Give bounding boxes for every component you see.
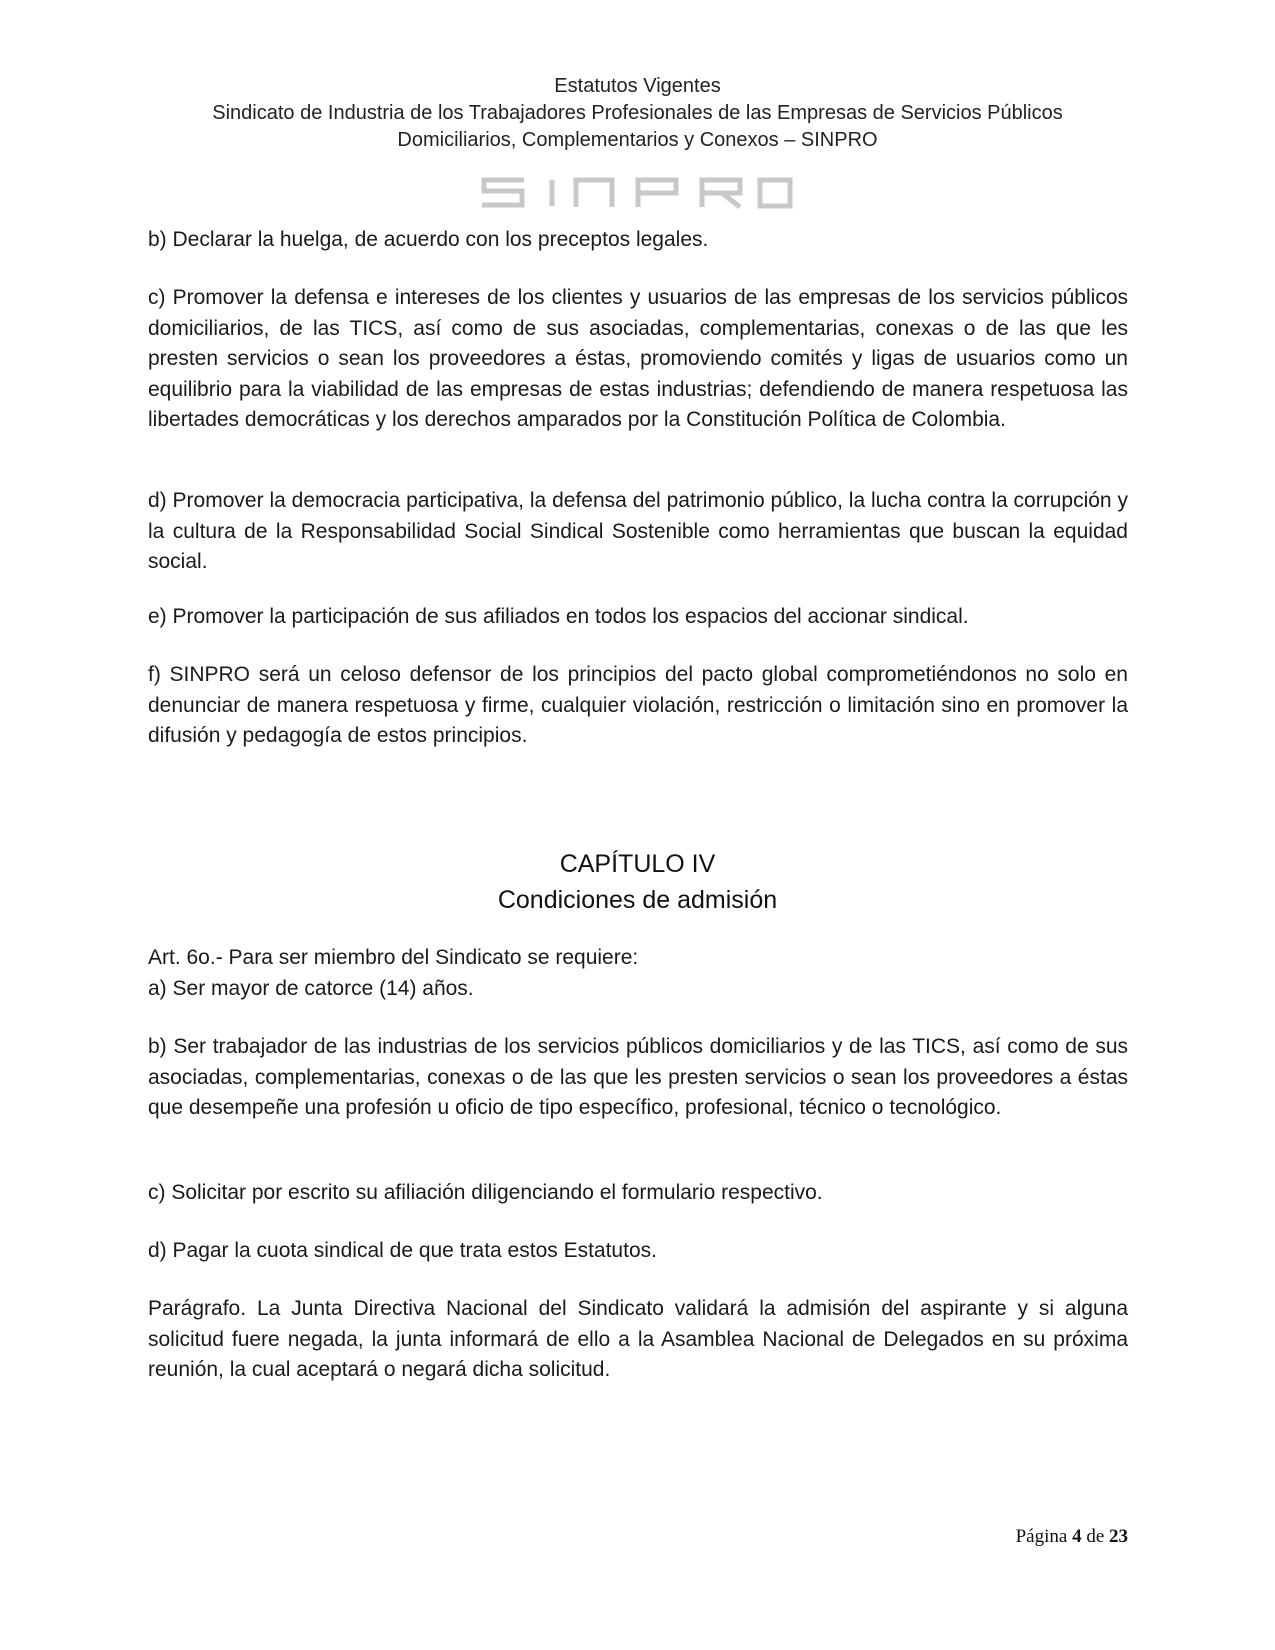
page-prefix: Página: [1015, 1526, 1073, 1547]
total-pages: 23: [1109, 1526, 1128, 1547]
article-item-d: d) Pagar la cuota sindical de que trata estos Estatutos.: [148, 1239, 657, 1262]
article-6: [148, 943, 1128, 1004]
item-f-block: [148, 660, 1128, 752]
header-org-line2: Domiciliarios, Complementarios y Conexos – SINPRO: [397, 129, 878, 151]
article-item-c-block: [148, 1178, 1128, 1209]
chapter-number: CAPÍTULO IV: [559, 850, 716, 878]
article-item-b-block: [148, 1032, 1128, 1124]
article-intro: [148, 943, 1128, 974]
article-item-a: a) Ser mayor de catorce (14) años.: [148, 976, 474, 1000]
header-title: Estatutos Vigentes: [554, 75, 721, 97]
item-e-block: [148, 602, 1128, 633]
page-separator: de: [1081, 1526, 1109, 1547]
article-label: Art. 6o.-: [148, 946, 223, 969]
article-item-c: c) Solicitar por escrito su afiliación diligenciando el formulario respectivo.: [148, 1181, 823, 1204]
article-item-d-block: [148, 1236, 1128, 1267]
chapter-title: Condiciones de admisión: [497, 886, 778, 914]
page-number: [1016, 1526, 1128, 1548]
item-c-block: [148, 283, 1128, 436]
paragrafo-label: Parágrafo: [148, 1297, 241, 1320]
item-e: e) Promover la participación de sus afiliados en todos los espacios del accionar sindical.: [148, 605, 969, 628]
paragrafo-text: . La Junta Directiva Nacional del Sindicato validará la admisión del aspirante y si alguna solicitud fuere negada, la junta informará de ello a la Asamblea Nacional de Delegados en su próxima reunión, la cual aceptará o negará dicha solicitud.: [148, 1297, 1128, 1381]
item-b: b) Declarar la huelga, de acuerdo con los preceptos legales.: [148, 228, 709, 251]
article-item-b: b) Ser trabajador de las industrias de los servicios públicos domiciliarios y de las TICS, así como de sus asociadas, complementarias, conexas o de las que les presten servicios o sean los proveedores a éstas que desempeñe una profesión u oficio de tipo específico, profesional, técnico o tecnológico.: [148, 1035, 1128, 1119]
article-intro-text: Para ser miembro del Sindicato se requiere:: [222, 946, 639, 969]
item-f: f) SINPRO será un celoso defensor de los principios del pacto global comprometiéndonos no solo en denunciar de manera respetuosa y firme, cualquier violación, restricción o limitación sino en promover la difusión y pedagogía de estos principios.: [148, 663, 1128, 747]
paragrafo: [148, 1294, 1128, 1386]
sinpro-logo: [478, 176, 794, 210]
document-header: [0, 73, 1275, 154]
paragrafo-block: [148, 1294, 1128, 1386]
item-d: d) Promover la democracia participativa, la defensa del patrimonio público, la lucha contra la corrupción y la cultura de la Responsabilidad Social Sindical Sostenible como herramientas que buscan la equidad social.: [148, 489, 1128, 573]
item-d-block: [148, 486, 1128, 578]
chapter-heading: [0, 846, 1275, 918]
header-org-line1: Sindicato de Industria de los Trabajadores Profesionales de las Empresas de Servicios Públicos: [212, 102, 1063, 124]
current-page: 4: [1072, 1526, 1082, 1547]
item-c: c) Promover la defensa e intereses de los clientes y usuarios de las empresas de los servicios públicos domiciliarios, de las TICS, así como de sus asociadas, complementarias, conexas o de las que les presten servicios o sean los proveedores a éstas, promoviendo comités y ligas de usuarios como un equilibrio para la viabilidad de las empresas de estas industrias; defendiendo de manera respetuosa las libertades democráticas y los derechos amparados por la Constitución Política de Colombia.: [148, 286, 1128, 431]
section-list-continued: [148, 225, 1128, 256]
